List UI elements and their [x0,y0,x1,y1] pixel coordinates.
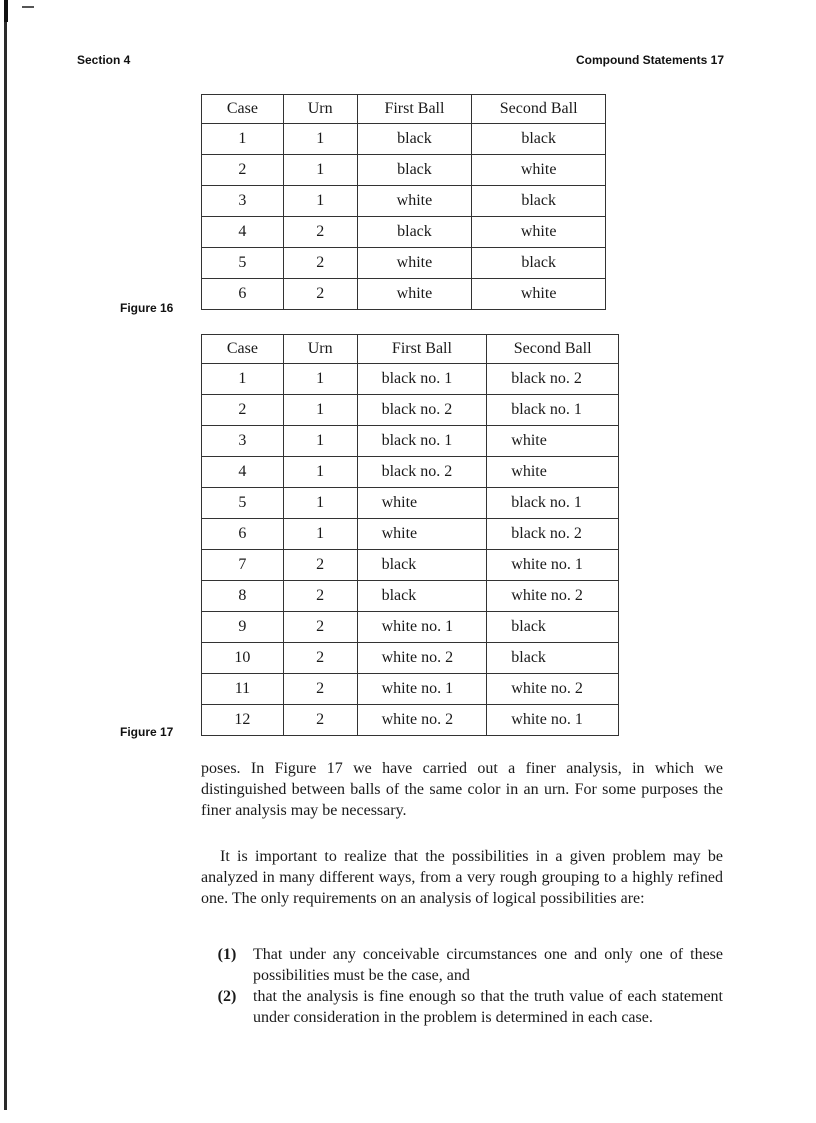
table-row [202,550,619,581]
table-cell: 5 [202,488,284,519]
table-cell: black [357,124,472,155]
table-cell: 2 [283,674,357,705]
table-cell: black no. 1 [357,364,487,395]
figure-17-table [201,334,619,736]
table-cell: 3 [202,186,284,217]
table-cell: white [472,155,606,186]
table-cell: white no. 1 [487,705,619,736]
table-cell: white no. 2 [357,705,487,736]
table-cell: white [357,519,487,550]
table-cell: white [357,248,472,279]
list-item-number: (2) [217,988,237,1005]
page-corner-mark [4,0,8,22]
table-row [202,364,619,395]
table-cell: black [357,550,487,581]
table-cell: 1 [283,457,357,488]
table-row [202,457,619,488]
table-row [202,395,619,426]
requirements-list [201,944,723,1028]
table-cell: white [487,426,619,457]
table-cell: 1 [283,395,357,426]
table-cell: black [472,248,606,279]
table-cell: black no. 2 [357,457,487,488]
table-cell: 4 [202,217,284,248]
table-cell: white no. 2 [357,643,487,674]
table-cell: 3 [202,426,284,457]
list-item-text: that the analysis is fine enough so that the truth value of each statement under consideration in the problem is determined in each case. [253,988,723,1026]
list-item-text: That under any conceivable circumstances one and only one of these possibilities must be the case, and [253,946,723,984]
table-cell: white no. 1 [487,550,619,581]
table-header-row [202,335,619,364]
table-cell: 5 [202,248,284,279]
table-row [202,488,619,519]
table-cell: 11 [202,674,284,705]
table-cell: black no. 1 [357,426,487,457]
table-cell: 2 [283,643,357,674]
column-header: Second Ball [487,335,619,364]
table-cell: 12 [202,705,284,736]
table-row [202,612,619,643]
table-cell: black [357,581,487,612]
table-cell: white no. 1 [357,612,487,643]
table-row [202,124,606,155]
table-row [202,248,606,279]
table-cell: black no. 2 [487,364,619,395]
table-cell: 2 [283,705,357,736]
table-cell: 2 [202,395,284,426]
column-header: Second Ball [472,95,606,124]
table-cell: 8 [202,581,284,612]
table-cell: black no. 2 [357,395,487,426]
table-cell: 2 [283,612,357,643]
table-cell: white [357,488,487,519]
column-header: First Ball [357,95,472,124]
table-cell: 2 [202,155,284,186]
paragraph-finer-analysis: poses. In Figure 17 we have carried out a finer analysis, in which we distinguished between balls of the same color in an urn. For some purposes the finer analysis may be necessary. [201,760,723,819]
column-header: Urn [283,335,357,364]
table-cell: white [357,186,472,217]
table-cell: 1 [283,155,357,186]
table-cell: black [487,643,619,674]
page-corner-dash [22,6,34,8]
column-header: Case [202,95,284,124]
table-cell: 1 [202,124,284,155]
list-item [201,986,723,1028]
table-header-row [202,95,606,124]
table-cell: black no. 1 [487,395,619,426]
table-cell: black [487,612,619,643]
table-row [202,705,619,736]
table-cell: 2 [283,550,357,581]
table-cell: 1 [283,186,357,217]
running-header-title-page: Compound Statements 17 [575,53,724,67]
table-cell: 2 [283,217,357,248]
table-cell: 1 [283,488,357,519]
table-cell: black no. 2 [487,519,619,550]
table-row [202,155,606,186]
table-cell: 10 [202,643,284,674]
table-cell: 4 [202,457,284,488]
table-cell: 2 [283,279,357,310]
table-cell: white [487,457,619,488]
figure-16-label: Figure 16 [120,301,174,315]
table-cell: 2 [283,248,357,279]
table-row [202,674,619,705]
table-row [202,643,619,674]
table-cell: black [472,124,606,155]
table-cell: 1 [283,426,357,457]
table-cell: black [472,186,606,217]
table-cell: 7 [202,550,284,581]
table-cell: white no. 1 [357,674,487,705]
table-cell: 6 [202,279,284,310]
table-row [202,186,606,217]
table-cell: 2 [283,581,357,612]
table-row [202,217,606,248]
table-cell: white [357,279,472,310]
table-row [202,426,619,457]
table-cell: black no. 1 [487,488,619,519]
table-cell: white no. 2 [487,674,619,705]
page-binding-edge [4,0,7,1110]
column-header: Urn [283,95,357,124]
list-item-number: (1) [217,946,237,963]
table-cell: white [472,217,606,248]
table-row [202,519,619,550]
figure-17-label: Figure 17 [120,725,174,739]
list-item [201,944,723,986]
table-cell: white [472,279,606,310]
table-cell: 1 [283,519,357,550]
table-cell: 1 [283,124,357,155]
table-cell: 9 [202,612,284,643]
table-row [202,581,619,612]
table-cell: 1 [283,364,357,395]
column-header: Case [202,335,284,364]
paragraph-requirements: It is important to realize that the possibilities in a given problem may be analyzed in many different ways, from a very rough grouping to a highly refined one. The only requirements on an analysis of logical possibilities are: [201,848,723,907]
table-cell: white no. 2 [487,581,619,612]
table-cell: 1 [202,364,284,395]
figure-16-table [201,94,606,310]
table-cell: 6 [202,519,284,550]
table-row [202,279,606,310]
table-cell: black [357,155,472,186]
running-header-section: Section 4 [77,53,131,67]
table-cell: black [357,217,472,248]
column-header: First Ball [357,335,487,364]
